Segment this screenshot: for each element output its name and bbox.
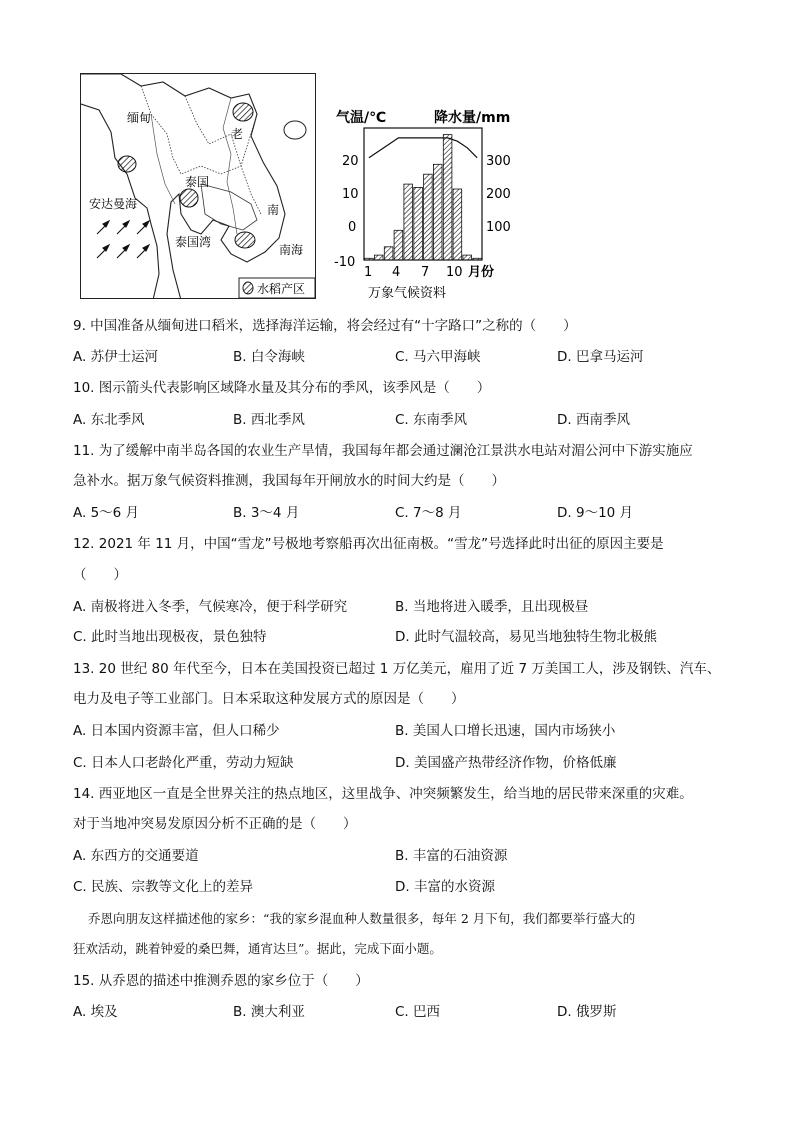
q9-option-b[interactable]: B. 白令海峡 <box>233 349 305 365</box>
precipitation-bars <box>365 135 482 260</box>
q11-option-b[interactable]: B. 3～4 月 <box>233 505 300 521</box>
river-line <box>151 114 175 204</box>
label-south-sea: 南海 <box>279 243 304 257</box>
question-11-stem-line2: 急补水。据万象气候资料推测，我国每年开闸放水的时间大约是（ ） <box>73 473 505 489</box>
precip-bar-10 <box>453 189 462 260</box>
question-14-stem: 14. 西亚地区一直是全世界关注的热点地区，这里战争、冲突频繁发生，给当地的居民带来深重的灾难。 <box>73 786 693 802</box>
x-axis-label: 月份 <box>468 265 495 280</box>
precip-bar-7 <box>424 174 433 260</box>
label-gulf-of-thailand: 泰国湾 <box>175 235 212 249</box>
q11-option-a[interactable]: A. 5～6 月 <box>73 505 140 521</box>
q15-option-b[interactable]: B. 澳大利亚 <box>233 1004 305 1020</box>
y-left-label: 气温/℃ <box>336 110 387 126</box>
plot-frame <box>364 128 482 260</box>
q12-option-b[interactable]: B. 当地将进入暖季，且出现极昼 <box>395 599 589 615</box>
precip-bar-9 <box>443 135 452 260</box>
q10-option-a[interactable]: A. 东北季风 <box>73 412 145 428</box>
q14-option-d[interactable]: D. 丰富的水资源 <box>395 879 495 895</box>
precip-bar-11 <box>463 255 472 260</box>
question-9-stem: 9. 中国准备从缅甸进口稻米，选择海洋运输，将会经过有“十字路口”之称的（ ） <box>73 318 577 334</box>
label-andaman-sea: 安达曼海 <box>89 197 138 211</box>
legend-swatch <box>243 282 253 294</box>
q14-option-b[interactable]: B. 丰富的石油资源 <box>395 848 508 864</box>
question-15-stem: 15. 从乔恩的描述中推测乔恩的家乡位于（ ） <box>73 973 369 989</box>
hainan-island <box>284 121 306 139</box>
precip-bar-1 <box>365 258 374 260</box>
y-right-label: 降水量/mm <box>434 110 511 126</box>
q15-option-d[interactable]: D. 俄罗斯 <box>557 1004 617 1020</box>
label-thailand: 泰国 <box>185 175 210 189</box>
rice-area-4 <box>235 232 255 248</box>
climate-chart-svg <box>330 100 520 310</box>
q13-option-c[interactable]: C. 日本人口老龄化严重，劳动力短缺 <box>73 755 294 771</box>
question-13-stem: 13. 20 世纪 80 年代至今，日本在美国投资已超过 1 万亿美元，雇用了近 7 万美国工人，涉及钢铁、汽车、 <box>73 661 721 677</box>
q12-option-c[interactable]: C. 此时当地出现极夜，景色独特 <box>73 629 267 645</box>
right-tick-100: 100 <box>486 220 511 235</box>
q11-option-c[interactable]: C. 7～8 月 <box>395 505 462 521</box>
q13-option-b[interactable]: B. 美国人口增长迅速，国内市场狭小 <box>395 723 616 739</box>
coastline <box>81 74 285 299</box>
q9-option-d[interactable]: D. 巴拿马运河 <box>557 349 644 365</box>
mekong-river <box>223 98 237 234</box>
question-13-stem-line2: 电力及电子等工业部门。日本采取这种发展方式的原因是（ ） <box>73 691 465 707</box>
x-tick-4: 4 <box>392 265 401 280</box>
precip-bar-6 <box>414 187 423 260</box>
q10-option-b[interactable]: B. 西北季风 <box>233 412 305 428</box>
rice-area-2 <box>180 189 198 207</box>
q14-option-a[interactable]: A. 东西方的交通要道 <box>73 848 199 864</box>
chart-caption: 万象气候资料 <box>368 286 447 301</box>
q9-option-c[interactable]: C. 马六甲海峡 <box>395 349 481 365</box>
q15-option-a[interactable]: A. 埃及 <box>73 1004 118 1020</box>
precip-bar-8 <box>433 164 442 260</box>
label-myanmar: 缅甸 <box>127 111 152 125</box>
climate-chart <box>330 100 520 310</box>
q12-option-d[interactable]: D. 此时气温较高，易见当地独特生物北极熊 <box>395 629 657 645</box>
precip-bar-5 <box>404 184 413 260</box>
map-graphic <box>81 74 316 299</box>
x-tick-1: 1 <box>364 265 373 280</box>
q9-option-a[interactable]: A. 苏伊士运河 <box>73 349 159 365</box>
precip-bar-4 <box>394 230 403 260</box>
question-14-stem-line2: 对于当地冲突易发原因分析不正确的是（ ） <box>73 816 357 832</box>
label-south: 南 <box>267 203 280 217</box>
right-tick-200: 200 <box>486 187 511 202</box>
question-10-stem: 10. 图示箭头代表影响区域降水量及其分布的季风，该季风是（ ） <box>73 380 491 396</box>
southeast-asia-map <box>80 73 316 299</box>
precip-bar-3 <box>384 247 393 260</box>
left-tick-10: 10 <box>342 187 359 202</box>
x-tick-10: 10 <box>446 265 463 280</box>
q12-option-a[interactable]: A. 南极将进入冬季，气候寒冷，便于科学研究 <box>73 599 348 615</box>
temperature-line <box>369 138 477 158</box>
q14-option-c[interactable]: C. 民族、宗教等文化上的差异 <box>73 879 254 895</box>
left-tick-0: 0 <box>348 220 357 235</box>
rice-area-1 <box>118 156 136 172</box>
x-tick-7: 7 <box>421 265 430 280</box>
reading-passage-line2: 狂欢活动，跳着钟爱的桑巴舞，通宵达旦”。据此，完成下面小题。 <box>73 941 442 956</box>
left-tick-neg10: -10 <box>334 255 356 270</box>
precip-bar-12 <box>473 258 482 260</box>
label-laos: 老 <box>231 127 244 141</box>
question-12-stem-line2: （ ） <box>73 567 127 583</box>
legend-label: 水稻产区 <box>257 282 306 296</box>
precip-bar-2 <box>374 255 383 260</box>
question-11-stem: 11. 为了缓解中南半岛各国的农业生产旱情，我国每年都会通过澜沧江景洪水电站对湄公河中下游实施应 <box>73 443 693 459</box>
q13-option-d[interactable]: D. 美国盛产热带经济作物，价格低廉 <box>395 755 617 771</box>
q15-option-c[interactable]: C. 巴西 <box>395 1004 441 1020</box>
right-tick-300: 300 <box>486 154 511 169</box>
q10-option-c[interactable]: C. 东南季风 <box>395 412 468 428</box>
left-tick-20: 20 <box>342 154 359 169</box>
q10-option-d[interactable]: D. 西南季风 <box>557 412 630 428</box>
question-12-stem: 12. 2021 年 11 月，中国“雪龙”号极地考察船再次出征南极。“雪龙”号选择此时出征的原因主要是 <box>73 536 664 552</box>
q11-option-d[interactable]: D. 9～10 月 <box>557 505 634 521</box>
reading-passage-line1: 乔恩向朋友这样描述他的家乡：“我的家乡混血种人数量很多，每年 2 月下旬，我们都要举行盛大的 <box>88 911 636 926</box>
rice-area-3 <box>233 103 253 121</box>
q13-option-a[interactable]: A. 日本国内资源丰富，但人口稀少 <box>73 723 280 739</box>
monsoon-arrows <box>97 221 149 258</box>
